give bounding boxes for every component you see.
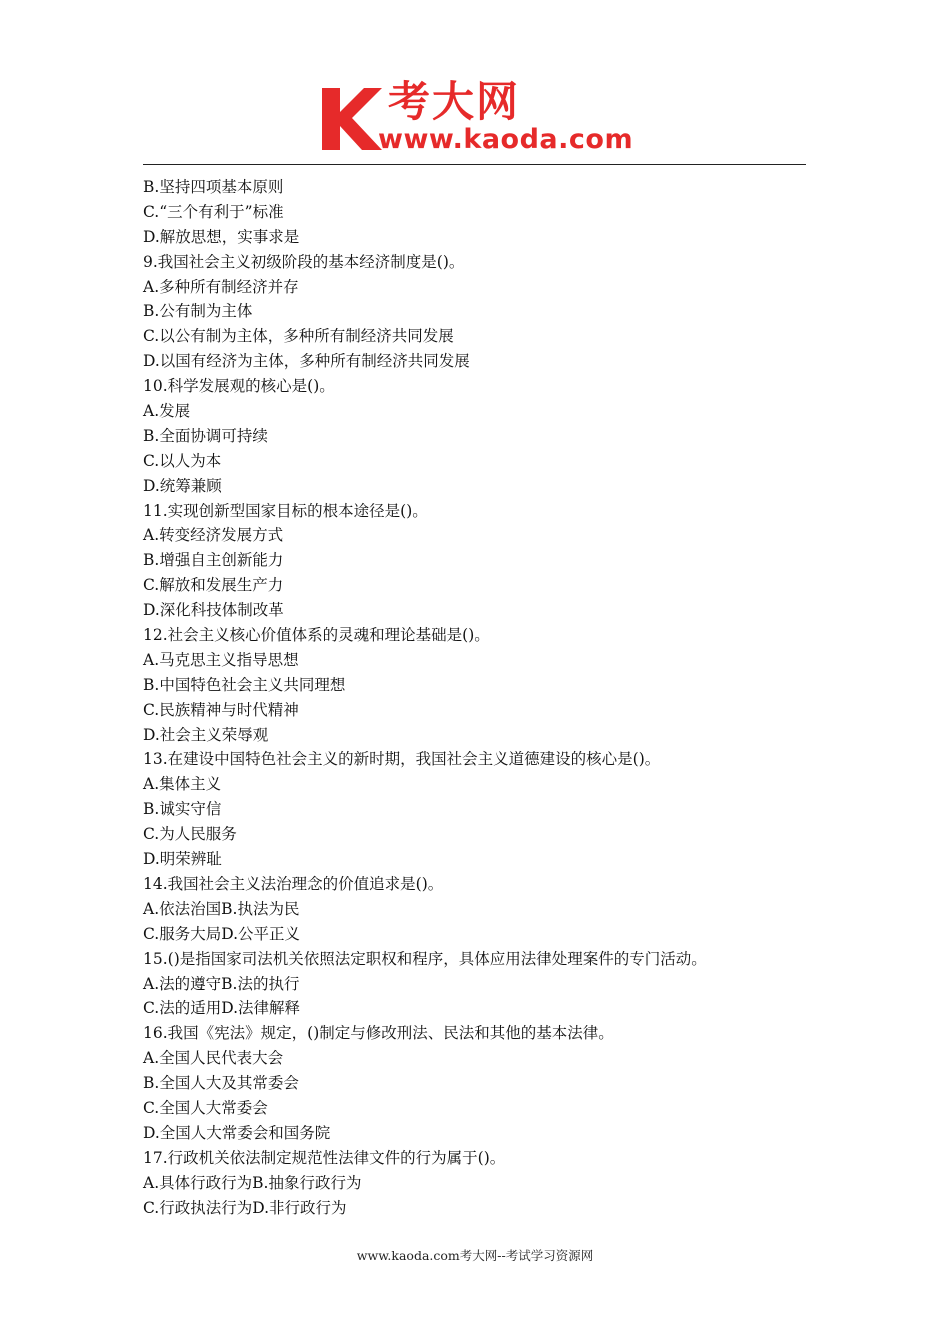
logo-url-text: www.kaoda.com <box>378 124 634 155</box>
text-line: D.深化科技体制改革 <box>143 601 284 620</box>
text-line: A.法的遵守B.法的执行 <box>143 974 300 993</box>
text-line: C.以公有制为主体，多种所有制经济共同发展 <box>143 327 454 346</box>
text-line: A.转变经济发展方式 <box>143 526 284 545</box>
text-line: B.全国人大及其常委会 <box>143 1074 299 1093</box>
text-line: C.解放和发展生产力 <box>143 576 284 595</box>
question-stem: 12.社会主义核心价值体系的灵魂和理论基础是()。 <box>143 626 490 645</box>
text-line: A.集体主义 <box>143 775 222 794</box>
k-logo-icon <box>318 82 384 152</box>
text-line: B.诚实守信 <box>143 800 222 819</box>
site-logo <box>318 78 638 160</box>
question-stem: 9.我国社会主义初级阶段的基本经济制度是()。 <box>143 252 465 271</box>
text-line: A.依法治国B.执法为民 <box>143 899 300 918</box>
text-line: B.坚持四项基本原则 <box>143 178 284 196</box>
text-line: B.增强自主创新能力 <box>143 551 284 570</box>
text-line: B.中国特色社会主义共同理想 <box>143 675 346 694</box>
question-stem: 17.行政机关依法制定规范性法律文件的行为属于()。 <box>143 1148 506 1167</box>
text-line: D.社会主义荣辱观 <box>143 725 269 744</box>
text-line: C.“三个有利于”标准 <box>143 202 284 221</box>
text-line: A.全国人民代表大会 <box>143 1049 284 1068</box>
text-line: A.发展 <box>143 402 191 421</box>
text-line: D.明荣辨耻 <box>143 850 222 869</box>
question-stem: 10.科学发展观的核心是()。 <box>143 377 335 396</box>
question-stem: 13.在建设中国特色社会主义的新时期，我国社会主义道德建设的核心是()。 <box>143 750 661 769</box>
text-line: C.法的适用D.法律解释 <box>143 999 301 1018</box>
text-line: D.以国有经济为主体，多种所有制经济共同发展 <box>143 352 470 371</box>
page-footer: www.kaoda.com考大网--考试学习资源网 <box>356 1248 594 1263</box>
text-line: C.以人为本 <box>143 451 222 470</box>
header-divider <box>143 164 806 165</box>
logo-chinese-text: 考大网 <box>388 77 521 126</box>
text-line: D.全国人大常委会和国务院 <box>143 1123 331 1142</box>
text-line: D.统筹兼顾 <box>143 476 222 495</box>
question-content <box>143 175 823 1220</box>
text-line: A.马克思主义指导思想 <box>143 650 299 669</box>
text-line: C.民族精神与时代精神 <box>143 700 299 719</box>
text-line: A.多种所有制经济并存 <box>143 277 299 296</box>
text-line: C.行政执法行为D.非行政行为 <box>143 1198 347 1217</box>
text-line: C.服务大局D.公平正义 <box>143 924 301 943</box>
question-stem: 14.我国社会主义法治理念的价值追求是()。 <box>143 874 444 893</box>
question-stem: 15.()是指国家司法机关依照法定职权和程序，具体应用法律处理案件的专门活动。 <box>143 949 707 968</box>
text-line: D.解放思想，实事求是 <box>143 227 300 246</box>
text-line: A.具体行政行为B.抽象行政行为 <box>143 1173 362 1192</box>
text-line: B.公有制为主体 <box>143 302 253 321</box>
text-line: C.为人民服务 <box>143 825 237 844</box>
question-stem: 11.实现创新型国家目标的根本途径是()。 <box>143 501 428 520</box>
text-line: B.全面协调可持续 <box>143 426 268 445</box>
text-line: C.全国人大常委会 <box>143 1098 268 1117</box>
question-stem: 16.我国《宪法》规定，()制定与修改刑法、民法和其他的基本法律。 <box>143 1024 614 1043</box>
